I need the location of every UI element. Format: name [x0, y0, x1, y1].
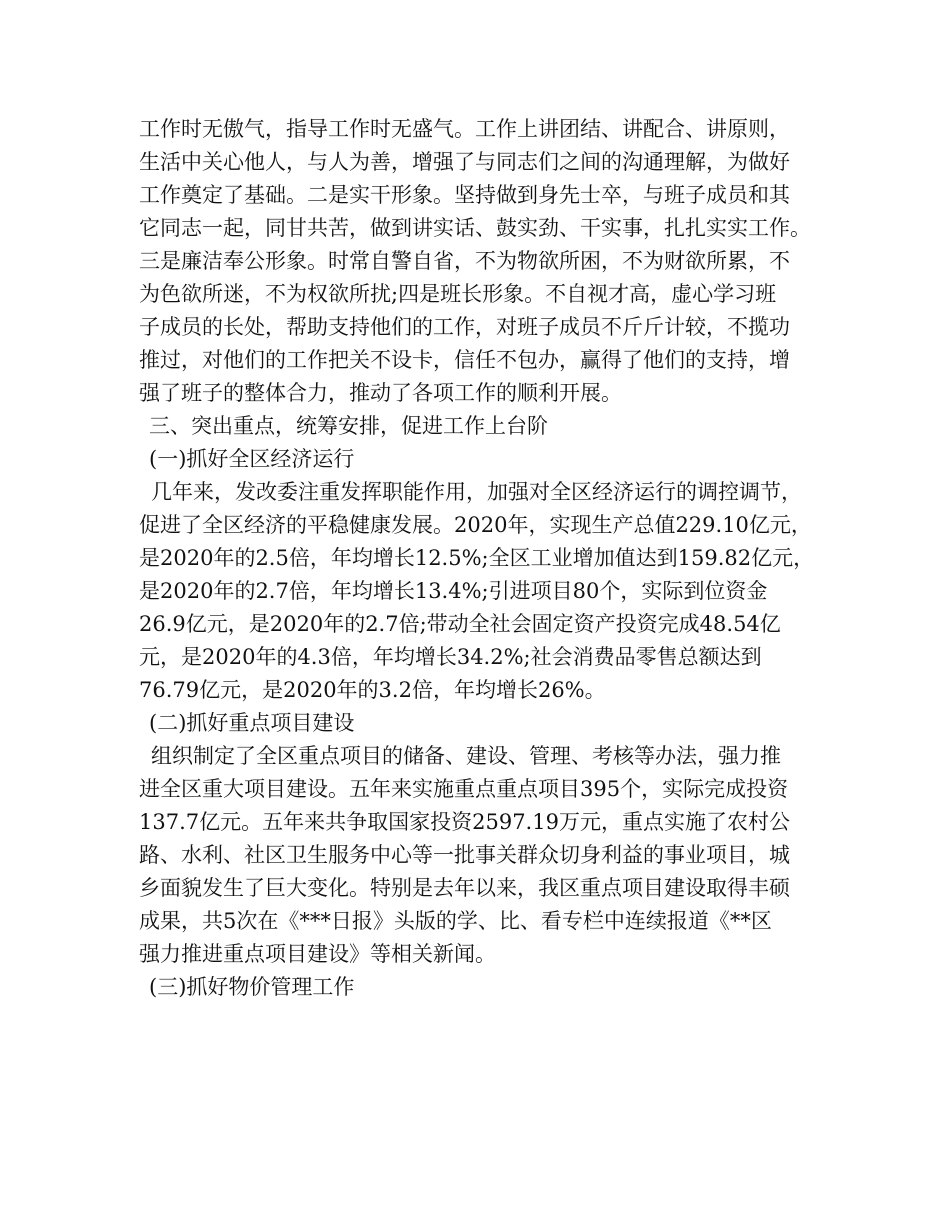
- text-line: 路、水利、社区卫生服务中心等一批事关群众切身利益的事业项目，城: [139, 843, 790, 867]
- text-line: 工作时无傲气，指导工作时无盛气。工作上讲团结、讲配合、讲原则，: [139, 117, 790, 141]
- text-line: 为色欲所迷，不为权欲所扰;四是班长形象。不自视才高，虚心学习班: [139, 282, 777, 306]
- text-line: 26.9亿元，是2020年的2.7倍;带动全社会固定资产投资完成48.54亿: [139, 612, 781, 636]
- subsection-heading: (一)抓好全区经济运行: [149, 447, 355, 471]
- text-line: 它同志一起，同甘共苦，做到讲实话、鼓实劲、干实事，扎扎实实工作。: [139, 216, 811, 240]
- section-heading: 三、突出重点，统筹安排，促进工作上台阶: [149, 414, 548, 438]
- text-line: 元，是2020年的4.3倍，年均增长34.2%;社会消费品零售总额达到: [139, 645, 762, 669]
- document-body: [139, 113, 839, 1004]
- text-line: 强了班子的整体合力，推动了各项工作的顺利开展。: [139, 381, 622, 405]
- text-line: 强力推进重点项目建设》等相关新闻。: [139, 942, 496, 966]
- text-line: 推过，对他们的工作把关不设卡，信任不包办，赢得了他们的支持，增: [139, 348, 790, 372]
- text-line: 76.79亿元，是2020年的3.2倍，年均增长26%。: [139, 678, 606, 702]
- subsection-heading: (三)抓好物价管理工作: [149, 975, 355, 999]
- text-line: 是2020年的2.5倍，年均增长12.5%;全区工业增加值达到159.82亿元，: [139, 546, 815, 570]
- text-line: 几年来，发改委注重发挥职能作用，加强对全区经济运行的调控调节，: [151, 480, 802, 504]
- text-line: 生活中关心他人，与人为善，增强了与同志们之间的沟通理解，为做好: [139, 150, 790, 174]
- text-line: 137.7亿元。五年来共争取国家投资2597.19万元，重点实施了农村公: [139, 810, 790, 834]
- text-line: 三是廉洁奉公形象。时常自警自省，不为物欲所困，不为财欲所累，不: [139, 249, 790, 273]
- text-line: 子成员的长处，帮助支持他们的工作，对班子成员不斤斤计较，不揽功: [139, 315, 790, 339]
- text-line: 是2020年的2.7倍，年均增长13.4%;引进项目80个，实际到位资金: [139, 579, 768, 603]
- text-line: 工作奠定了基础。二是实干形象。坚持做到身先士卒，与班子成员和其: [139, 183, 790, 207]
- subsection-heading: (二)抓好重点项目建设: [149, 711, 355, 735]
- text-line: 组织制定了全区重点项目的储备、建设、管理、考核等办法，强力推: [151, 744, 781, 768]
- text-line: 乡面貌发生了巨大变化。特别是去年以来，我区重点项目建设取得丰硕: [139, 876, 790, 900]
- text-line: 成果，共5次在《***日报》头版的学、比、看专栏中连续报道《**区: [139, 909, 772, 933]
- text-line: 促进了全区经济的平稳健康发展。2020年，实现生产总值229.10亿元，: [139, 513, 812, 537]
- text-line: 进全区重大项目建设。五年来实施重点重点项目395个，实际完成投资: [139, 777, 789, 801]
